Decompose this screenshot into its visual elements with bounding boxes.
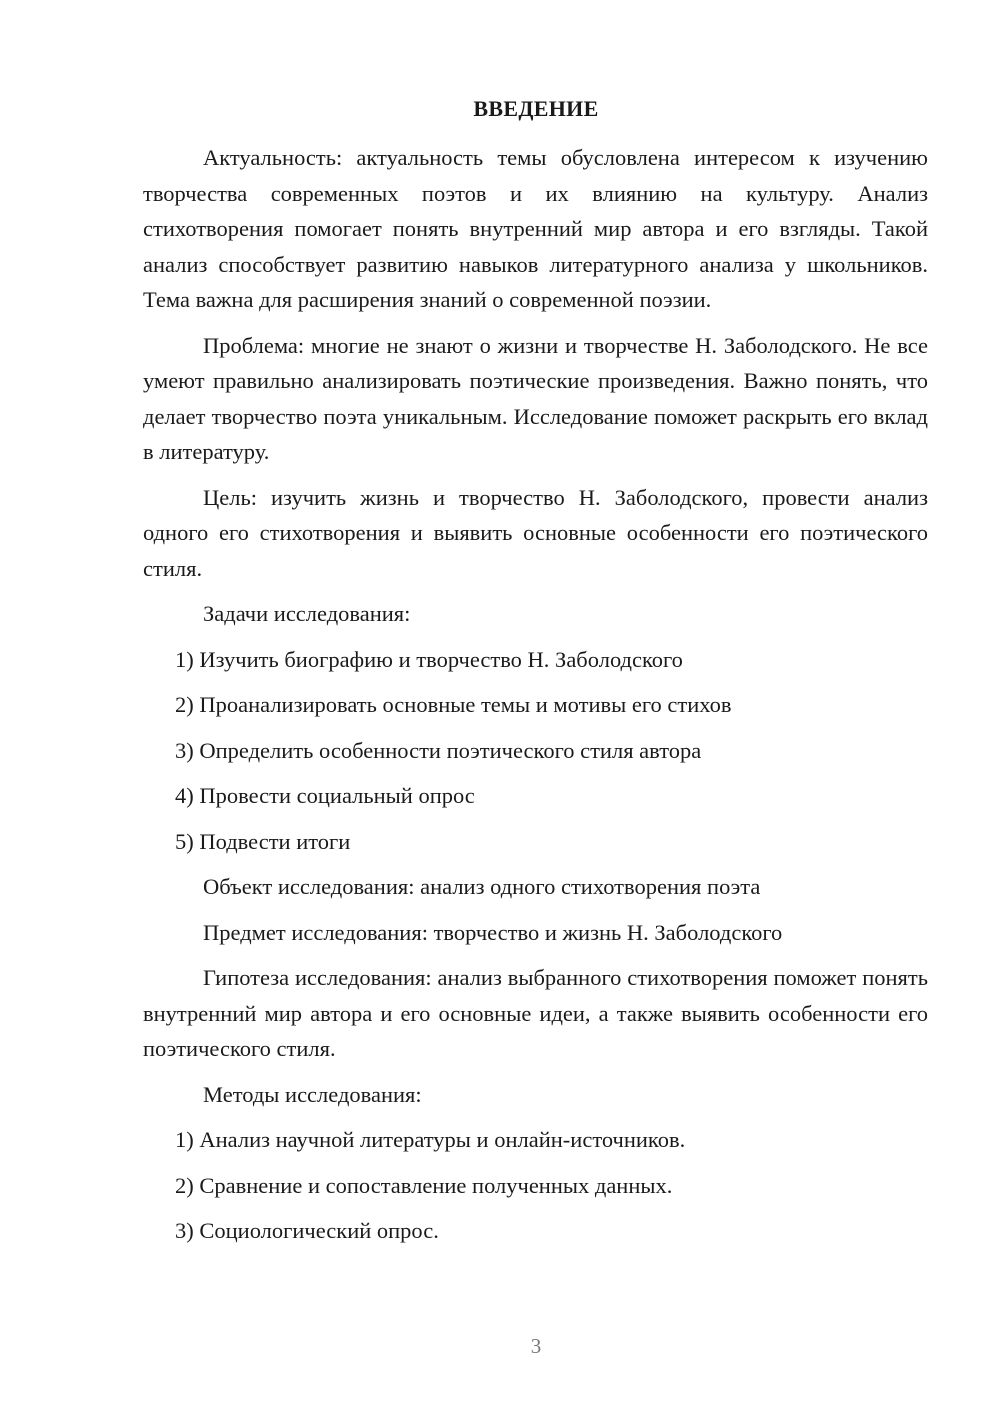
- goal-paragraph: Цель: изучить жизнь и творчество Н. Заболодского, провести анализ одного его стихотворения и выявить основные особенности его поэтического стиля.: [143, 484, 928, 581]
- task-item: 1) Изучить биографию и творчество Н. Заболодского: [175, 646, 683, 672]
- subject-paragraph: Предмет исследования: творчество и жизнь Н. Заболодского: [203, 919, 783, 945]
- page-title: ВВЕДЕНИЕ: [473, 96, 599, 121]
- hypothesis-paragraph: Гипотеза исследования: анализ выбранного стихотворения поможет понять внутренний мир автора и его основные идеи, а также выявить особенности его поэтического стиля.: [143, 965, 928, 1061]
- task-item: 2) Проанализировать основные темы и мотивы его стихов: [175, 692, 732, 717]
- method-item: 1) Анализ научной литературы и онлайн-источников.: [175, 1127, 686, 1152]
- problem-paragraph: Проблема: многие не знают о жизни и творчестве Н. Заболодского. Не все умеют правильно анализировать поэтические произведения. Важно понять, что делает творчество поэта уникальным. Исследование поможет раскрыть его вклад в литературу.: [143, 332, 928, 464]
- methods-heading: Методы исследования:: [203, 1081, 422, 1107]
- method-item: 2) Сравнение и сопоставление полученных данных.: [175, 1172, 673, 1198]
- page-number: 3: [530, 1334, 542, 1358]
- tasks-heading: Задачи исследования:: [203, 601, 411, 626]
- document-body: [143, 140, 928, 1259]
- task-item: 4) Провести социальный опрос: [175, 783, 475, 808]
- method-item: 3) Социологический опрос.: [175, 1218, 439, 1243]
- task-item: 3) Определить особенности поэтического стиля автора: [175, 737, 702, 763]
- object-paragraph: Объект исследования: анализ одного стихотворения поэта: [203, 874, 761, 899]
- relevance-paragraph: Актуальность: актуальность темы обусловлена интересом к изучению творчества современных поэтов и их влиянию на культуру. Анализ стихотворения помогает понять внутренний мир автора и его взгляды. Такой анализ способствует развитию навыков литературного анализа у школьников. Тема важна для расширения знаний о современной поэзии.: [143, 145, 928, 312]
- task-item: 5) Подвести итоги: [175, 828, 351, 854]
